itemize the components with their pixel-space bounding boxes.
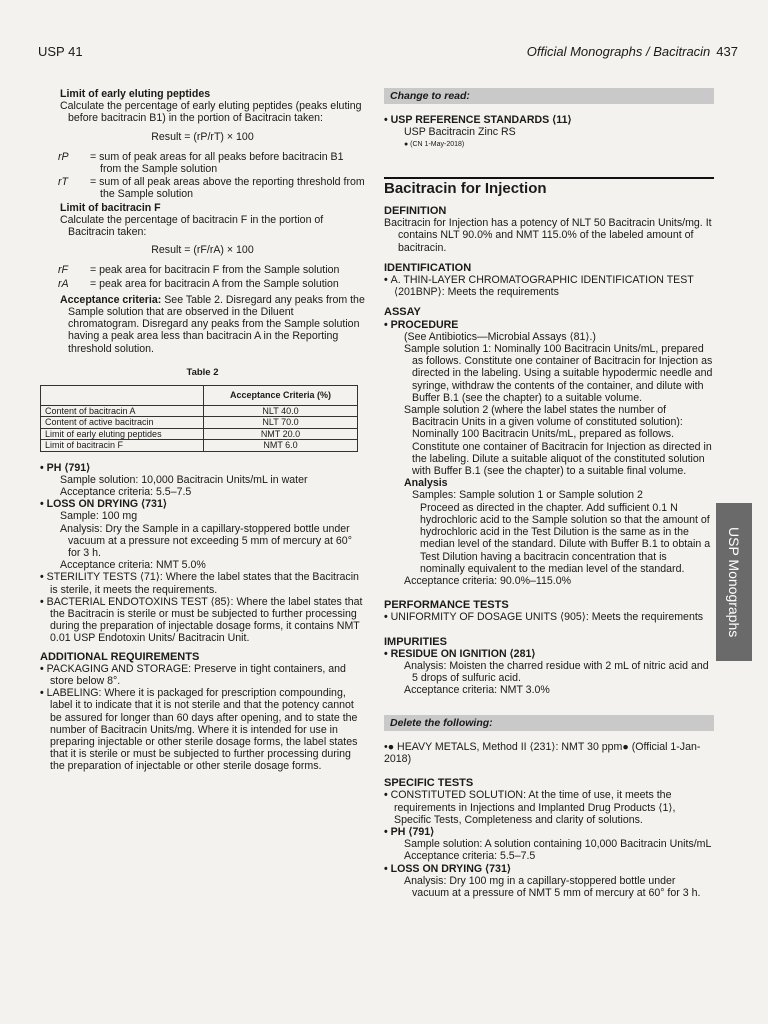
acceptance-text: See Table 2. Disregard any peaks from the Sample solution that are observed in the Diluent chromatogram. Disregard any peaks from the Sample solution having a peak area less than bacitracin A in the Reporting threshold solution. [68,293,365,355]
impurities-title: IMPURITIES [384,635,447,648]
f-equation: Result = (rF/rA) × 100 [151,244,254,257]
roi-acceptance: Acceptance criteria: NMT 3.0% [404,684,550,697]
definition-text: Bacitracin for Injection has a potency of NLT 50 Bacitracin Units/mg. It contains NLT 90.0% and NMT 115.0% of the labeled amount of bacitracin. [384,217,712,254]
ph-title: • PH ⟨791⟩ [40,462,365,474]
header-left: USP 41 [38,44,83,59]
labeling: • LABELING: Where it is packaged for prescription compounding, label it to indicate that it is not sterile and that the potency cannot be assured for longer than 60 days after opening, and to state the number of Bacitracin Units/mg. Where it is intended for use in preparing injectable or other sterile dosage forms, the label states that it is sterile or must be subjected to further processing during the preparation of injectable or other sterile dosage forms. [40,687,365,772]
acceptance-label: Acceptance criteria: [60,293,162,306]
analysis-title: Analysis [404,477,448,490]
identification-a: • A. THIN-LAYER CHROMATOGRAPHIC IDENTIFICATION TEST ⟨201BNP⟩: Meets the requirements [384,274,714,298]
ph2-sample: Sample solution: A solution containing 10,000 Bacitracin Units/mL [404,838,712,851]
ra-text: = peak area for bacitracin A from the Sample solution [90,277,339,290]
ph-sample: Sample solution: 10,000 Bacitracin Units/mL in water [60,473,308,486]
right-column [384,88,714,899]
sterility-tests: • STERILITY TESTS ⟨71⟩: Where the label states that the Bacitracin is sterile, it meets the requirements. [40,571,365,595]
table-row [41,417,358,429]
assay-title: ASSAY [384,306,421,319]
rt-symbol: rT [58,176,68,189]
samples-body: Proceed as directed in the chapter. Add sufficient 0.1 N hydrochloric acid to the Sample solution so that the amount of hydrochloric acid in the Test Dilution is the same as in the median level of the standard. Dilute with Buffer B.1 to obtain a Test Dilution having a bacitracin concentration that is nominally equivalent to the median level of the standard. [420,501,711,575]
rt-text: = sum of all peak areas above the reporting threshold from the Sample solution [90,176,365,201]
ph2-title: • PH ⟨791⟩ [384,826,714,838]
heavy-metals: •● HEAVY METALS, Method II ⟨231⟩: NMT 30 ppm● (Official 1-Jan-2018) [384,740,701,765]
ra-symbol: rA [58,277,69,290]
ra-definition [40,278,365,290]
monograph-title: Bacitracin for Injection [384,177,714,195]
specific-tests-title: SPECIFIC TESTS [384,777,474,790]
table-title: Table 2 [186,366,219,378]
procedure-title: • PROCEDURE [384,319,714,331]
page-number: 437 [716,44,738,59]
assay-acceptance: Acceptance criteria: 90.0%–115.0% [404,574,572,587]
rp-symbol: rP [58,150,69,163]
ph-accept: Acceptance criteria: 5.5–7.5 [60,485,192,498]
usp-reference-standards: • USP REFERENCE STANDARDS ⟨11⟩ [384,114,714,126]
rt-definition [40,176,365,200]
left-column [40,88,365,773]
sample-solution-1: Sample solution 1: Nominally 100 Bacitracin Units/mL, prepared as follows. Constitute one container of Bacitracin for Injection as directed in the labeling. Using a suitable hypodermic needle and syringe, withdraw the contents of the container, and dilute with Buffer B.1 (see the chapter) to a suitable volume. [404,343,713,404]
performance-tests-title: PERFORMANCE TESTS [384,599,509,612]
lod2-title: • LOSS ON DRYING ⟨731⟩ [384,863,714,875]
sample-solution-2: Sample solution 2 (where the label states the number of Bacitracin Units in a given volume of constituted solution): Nominally 100 Bacitracin Units/mL, prepared as follows. Constitute one container of Bacitracin for Injection as directed in the labeling. Dilute a suitable aliquot of the constituted solution with Buffer B.1 (see the chapter) to a suitable final volume. [404,404,712,478]
acceptance-criteria [40,294,365,355]
table-row [41,428,358,440]
uniformity-dosage-units: • UNIFORMITY OF DOSAGE UNITS ⟨905⟩: Meets the requirements [384,611,714,623]
table-header-empty [41,386,204,406]
samples: Samples: Sample solution 1 or Sample solution 2 [412,489,643,502]
delete-following-band: Delete the following: [384,715,714,731]
table-header-criteria: Acceptance Criteria (%) [204,386,358,406]
early-title: Limit of early eluting peptides [60,88,211,100]
change-to-read-band: Change to read: [384,88,714,104]
header-title: Official Monographs / Bacitracin [526,44,711,59]
lod-analysis: Analysis: Dry the Sample in a capillary-stoppered bottle under vacuum at a pressure not exceeding 5 mm of mercury at 60° for 3 h. [60,522,352,559]
table-cell-value: NMT 6.0 [204,440,358,452]
lod-accept: Acceptance criteria: NMT 5.0% [60,559,206,572]
roi-analysis: Analysis: Moisten the charred residue with 2 mL of nitric acid and 5 drops of sulfuric acid. [404,659,709,685]
f-title: Limit of bacitracin F [60,201,161,214]
table-cell-name: Content of active bacitracin [41,417,204,429]
rp-definition [40,151,365,175]
bacterial-endotoxins: • BACTERIAL ENDOTOXINS TEST ⟨85⟩: Where the label states that the Bacitracin is sterile or must be subjected to further processing during the preparation of injectable dosage forms, it contains NMT 0.01 USP Endotoxin Units/ Bacitracin Unit. [40,596,365,645]
f-body: Calculate the percentage of bacitracin F in the portion of Bacitracin taken: [60,213,324,239]
table-cell-name: Limit of early eluting peptides [41,428,204,440]
table-cell-name: Content of bacitracin A [41,405,204,417]
procedure-see: (See Antibiotics—Microbial Assays ⟨81⟩.) [404,330,596,343]
packaging-storage: • PACKAGING AND STORAGE: Preserve in tight containers, and store below 8°. [40,663,365,687]
definition-title: DEFINITION [384,205,447,218]
side-tab-label: USP Monographs [726,526,742,638]
table-header-row [41,386,358,406]
residue-on-ignition: • RESIDUE ON IGNITION ⟨281⟩ [384,648,714,660]
identification-title: IDENTIFICATION [384,261,472,274]
table-row [41,405,358,417]
early-body: Calculate the percentage of early eluting peptides (peaks eluting before bacitracin B1) in the portion of Bacitracin taken: [60,100,362,125]
additional-requirements-title: ADDITIONAL REQUIREMENTS [40,650,200,663]
early-equation: Result = (rP/rT) × 100 [151,130,254,143]
table-cell-value: NLT 40.0 [204,405,358,417]
table-cell-name: Limit of bacitracin F [41,440,204,452]
constituted-solution: • CONSTITUTED SOLUTION: At the time of use, it meets the requirements in Injections and Implanted Drug Products ⟨1⟩, Specific Tests, Completeness and clarity of solutions. [384,789,714,826]
usp-reference-item: USP Bacitracin Zinc RS [404,126,516,139]
rf-definition [40,264,365,276]
rp-text: = sum of peak areas for all peaks before bacitracin B1 from the Sample solution [90,150,344,176]
lod-sample: Sample: 100 mg [60,510,138,523]
rf-symbol: rF [58,264,68,277]
table-2 [40,385,358,452]
ph2-accept: Acceptance criteria: 5.5–7.5 [404,850,536,863]
table-cell-value: NMT 20.0 [204,428,358,440]
header-right [527,44,738,59]
cn-note: ● (CN 1-May-2018) [404,140,465,148]
lod2-analysis: Analysis: Dry 100 mg in a capillary-stoppered bottle under vacuum at a pressure of NMT 5 mm of mercury at 60° for 3 h. [404,874,701,899]
lod-title: • LOSS ON DRYING ⟨731⟩ [40,498,365,510]
rf-text: = peak area for bacitracin F from the Sample solution [90,264,340,277]
side-tab [716,503,752,661]
table-row [41,440,358,452]
table-cell-value: NLT 70.0 [204,417,358,429]
